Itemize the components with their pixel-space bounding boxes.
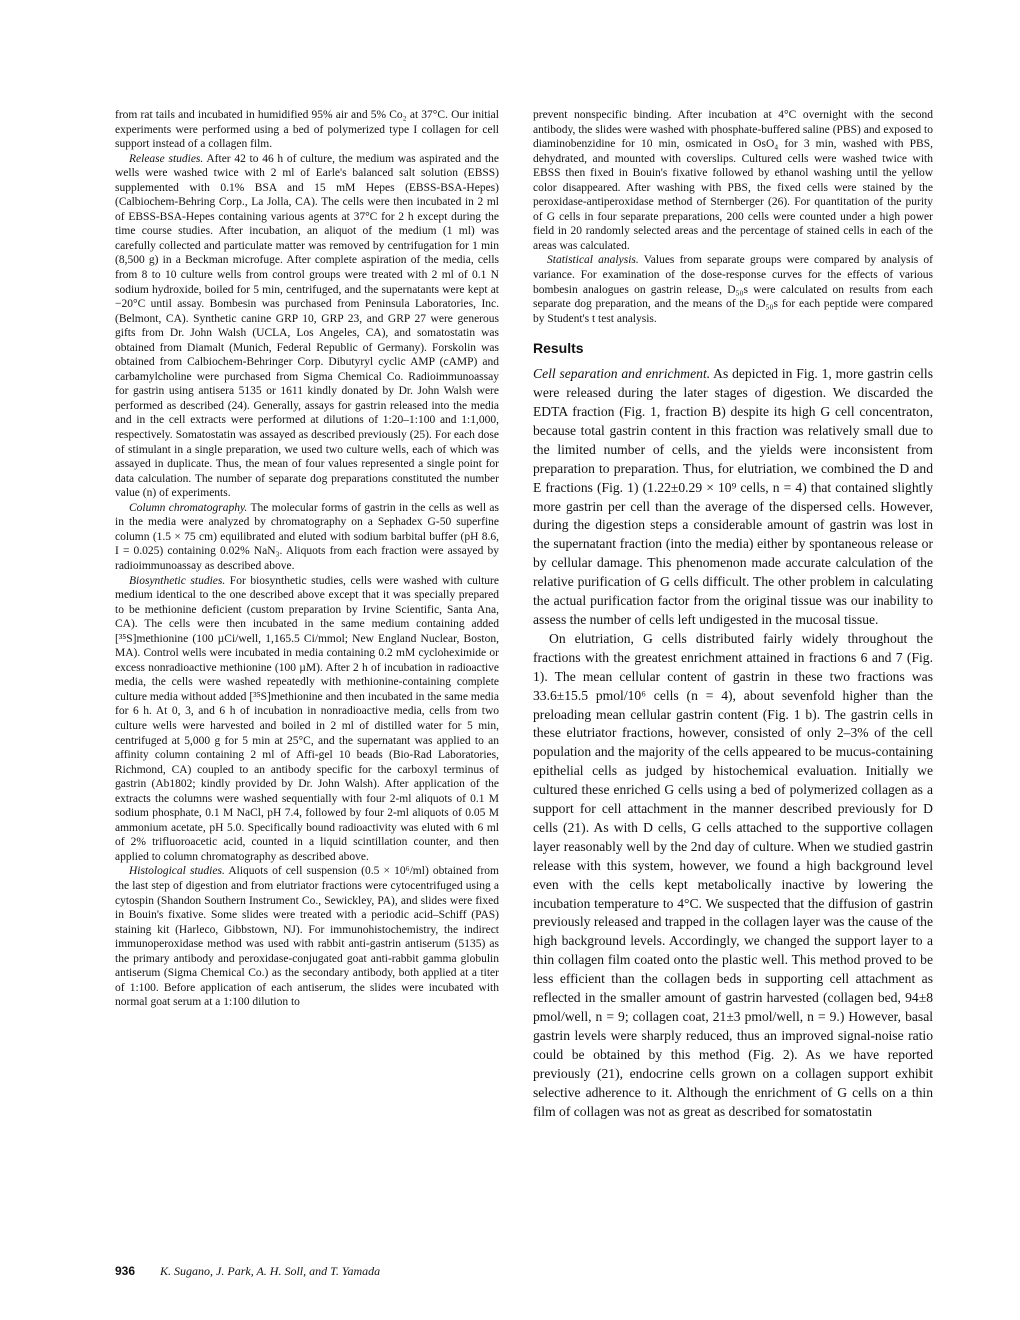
footer-authors: K. Sugano, J. Park, A. H. Soll, and T. Yamada <box>160 1264 381 1278</box>
subheading-statistical-analysis: Statistical analysis. <box>547 254 639 267</box>
release-studies-text: After 42 to 46 h of culture, the medium was aspirated and the wells were washed twice with 2 ml of Earle's balanced salt solution (EBSS) supplemented with 0.1% BSA and 15 mM Hepes (EBSS-BSA-Hepes) (Calbiochem-Behring Corp., La Jolla, CA). The cells were then incubated in 2 ml of EBSS-BSA-Hepes containing various agents at 37°C for 2 h except during the time course studies. After incubation, an aliquot of the medium (1 ml) was carefully collected and particulate matter was removed by centrifugation for 1 min (8,500 g) in a Beckman microfuge. After complete aspiration of the media, cells from 8 to 10 culture wells from control groups were treated with 2 ml of 0.1 N sodium hydroxide, boiled for 5 min, centrifuged, and the supernatants were kept at −20°C until assay. Bombesin was purchased from Peninsula Laboratories, Inc. (Belmont, CA). Synthetic canine GRP 10, GRP 23, and GRP 27 were generous gifts from Dr. John Walsh (UCLA, Los Angeles, CA), and somatostatin was obtained from Diamalt (Munich, Federal Republic of Germany). Forskolin was obtained from Calbiochem-Behringer Corp. Dibutyryl cyclic AMP (cAMP) and carbamylcholine were purchased from Sigma Chemical Co. Radioimmunoassay for gastrin using antisera 5135 or 1611 kindly donated by Dr. John Walsh were performed as described (24). Generally, assays for gastrin released into the media and in the cell extracts were performed at dilutions of 1:20–1:100 and 1:1,000, respectively. Somatostatin was assayed as described previously (25). For each dose of stimulant in a single preparation, we used two culture wells, each of which was assayed in duplicate. Thus, the mean of four values represented a single point for data calculation. The number of separate dog preparations constituted the number value (n) of experiments. <box>115 152 499 500</box>
page-number: 936 <box>115 1264 136 1278</box>
left-column <box>115 108 499 1010</box>
paragraph-release-studies <box>115 152 499 501</box>
results-heading: Results <box>533 340 584 357</box>
right-column <box>533 108 933 1121</box>
paragraph-statistical-analysis <box>533 253 933 326</box>
subheading-histological-studies: Histological studies. <box>129 865 225 878</box>
paragraph-column-chromatography <box>115 501 499 574</box>
cell-separation-text: As depicted in Fig. 1, more gastrin cells were released during the later stages of digestion. We discarded the EDTA fraction (Fig. 1, fraction B) despite its high G cell concentraton, because total gastrin content in this fraction was relatively small due to the limited number of cells, and the yields were inconsistent from preparation to preparation. Thus, for elutriation, we combined the D and E fractions (Fig. 1) (1.22±0.29 × 10⁹ cells, n = 4) that contained slightly more gastrin per cell than the average of the dispersed cells. However, during the digestion steps a considerable amount of gastrin was lost in the supernatant fraction (into the media) either by spontaneous release or by cellular damage. This phenomenon made accurate calculation of the relative purification of G cells difficult. The other problem in calculating the actual purification factor from the original tissue was our inability to assess the number of cells left undigested in the mucosal tissue. <box>533 366 933 627</box>
paragraph-elutriation: On elutriation, G cells distributed fairly widely throughout the fractions with the greatest enrichment attained in fractions 6 and 7 (Fig. 1). The mean cellular content of gastrin in these two fractions was 33.6±15.5 pmol/10⁶ cells (n = 4), about sevenfold higher than the preloading mean cellular gastrin content (Fig. 1 b). The gastrin cells in these elutriator fractions, however, consisted of only 2–3% of the cell population and the majority of the cells appeared to be mucus-containing epithelial cells as judged by histochemical evaluation. Initially we cultured these enriched G cells using a bed of polymerized collagen as a support for cell attachment in the manner described previously for D cells (21). As with D cells, G cells attached to the supportive collagen layer reasonably well by the 2nd day of culture. When we studied gastrin release with this system, however, we found a high background level even with the cells kept metabolically inactive by lowering the incubation temperature to 4°C. We suspected that the diffusion of gastrin previously released and trapped in the collagen layer was the cause of the high background levels. Accordingly, we changed the support layer to a thin collagen film coated onto the plastic well. This method proved to be less efficient than the collagen beds in supporting cell attachment as reflected in the smaller amount of gastrin harvested (collagen bed, 94±8 pmol/well, n = 9; collagen coat, 21±3 pmol/well, n = 9.) However, basal gastrin levels were sharply reduced, thus an improved signal-noise ratio could be obtained by this method (Fig. 2). As we have reported previously (21), endocrine cells grown on a collagen support exhibit selective adherence to it. Although the enrichment of G cells on a thin film of collagen was not as great as described for somatostatin <box>533 630 933 1119</box>
paragraph-immunostaining: prevent nonspecific binding. After incubation at 4°C overnight with the second antibody, the slides were washed with phosphate-buffered saline (PBS) and exposed to diaminobenzidine for 10 min, osmicated in OsO₄ for 3 min, washed with PBS, dehydrated, and mounted with coverslips. Cultured cells were washed twice with EBSS then fixed in Bouin's fixative followed by ethanol washing until the yellow color disappeared. After washing with PBS, the fixed cells were stained by the peroxidase-antiperoxidase method of Sternberger (26). For quantitation of the purity of G cells in four separate preparations, 200 cells were counted under a high power field in 20 randomly selected areas and the percentage of stained cells in each of the areas was calculated. <box>533 109 933 252</box>
subheading-cell-separation: Cell separation and enrichment. <box>533 366 711 382</box>
column-chromatography-text: The molecular forms of gastrin in the cells as well as in the media were analyzed by chromatography on a Sephadex G-50 superfine column (1.5 × 75 cm) equilibrated and eluted with sodium barbital buffer (pH 8.6, I = 0.025) containing 0.02% NaN₃. Aliquots from each fraction were assayed by radioimmunoassay as described above. <box>115 501 499 572</box>
subheading-biosynthetic-studies: Biosynthetic studies. <box>129 574 226 587</box>
page-footer <box>115 1264 380 1279</box>
statistical-analysis-text: Values from separate groups were compared by analysis of variance. For examination of the dose-response curves for the effects of various bombesin analogues on gastrin release, D₅₀s were calculated on results from each separate dog preparation, and the means of the D₅₀s for each peptide were compared by Student's t test analysis. <box>533 254 933 325</box>
subheading-column-chromatography: Column chromatography. <box>129 501 248 514</box>
paragraph-cell-separation <box>533 365 933 630</box>
subheading-release-studies: Release studies. <box>129 152 204 165</box>
results-body <box>533 365 933 1121</box>
biosynthetic-studies-text: For biosynthetic studies, cells were washed with culture medium identical to the one described above except that it was specially prepared to be methionine deficient (custom preparation by Irvine Scientific, Santa Ana, CA). The cells were then incubated in the same medium containing added [³⁵S]methionine (100 µCi/well, 1,165.5 Ci/mmol; New England Nuclear, Boston, MA). Control wells were incubated in media containing 0.2 mM cycloheximide or excess nonradioactive methionine (100 µM). After 2 h of incubation in radioactive media, the cells were washed repeatedly with methionine-containing complete culture media without added [³⁵S]methionine and then incubated in the same media for 6 h. At 0, 3, and 6 h of incubation in nonradioactive media, cells from two culture wells were harvested and boiled in 2 ml of distilled water for 5 min, centrifuged at 5,000 g for 5 min at 25°C, and the supernatant was applied to an affinity column containing 2 ml of Affi-gel 10 beads (Bio-Rad Laboratories, Richmond, CA) coupled to an antibody specific for the carboxyl terminus of gastrin (Ab1802; kindly provided by Dr. John Walsh). After application of the extracts the columns were washed sequentially with four 2-ml aliquots of 0.1 M sodium phosphate, 0.1 M NaCl, pH 7.4, followed by four 2-ml aliquots of 0.05 M ammonium acetate, pH 5.0. Specifically bound radioactivity was eluted with 6 ml of 2% trifluoroacetic acid, counted in a liquid scintillation counter, and then applied to column chromatography as described above. <box>115 574 499 863</box>
paragraph-culture-conditions: from rat tails and incubated in humidified 95% air and 5% Co₂ at 37°C. Our initial experiments were performed using a bed of polymerized type I collagen for cell support instead of a collagen film. <box>115 109 499 151</box>
histological-studies-text: Aliquots of cell suspension (0.5 × 10⁶/ml) obtained from the last step of digestion and from elutriator fractions were cytocentrifuged using a cytospin (Shandon Southern Instrument Co., Sewickley, PA), and slides were fixed in Bouin's fixative. Some slides were treated with a periodic acid–Schiff (PAS) staining kit (Harleco, Gibbstown, NJ). For immunohistochemistry, the indirect immunoperoxidase method was used with rabbit anti-gastrin antiserum (5135) as the primary antibody and peroxidase-conjugated goat anti-rabbit gamma globulin antiserum (Sigma Chemical Co.) as the secondary antibody, both applied at a titer of 1:100. Before application of each antiserum, the slides were incubated with normal goat serum at a 1:100 dilution to <box>115 865 499 1009</box>
paragraph-histological-studies <box>115 864 499 1009</box>
paragraph-biosynthetic-studies <box>115 574 499 865</box>
